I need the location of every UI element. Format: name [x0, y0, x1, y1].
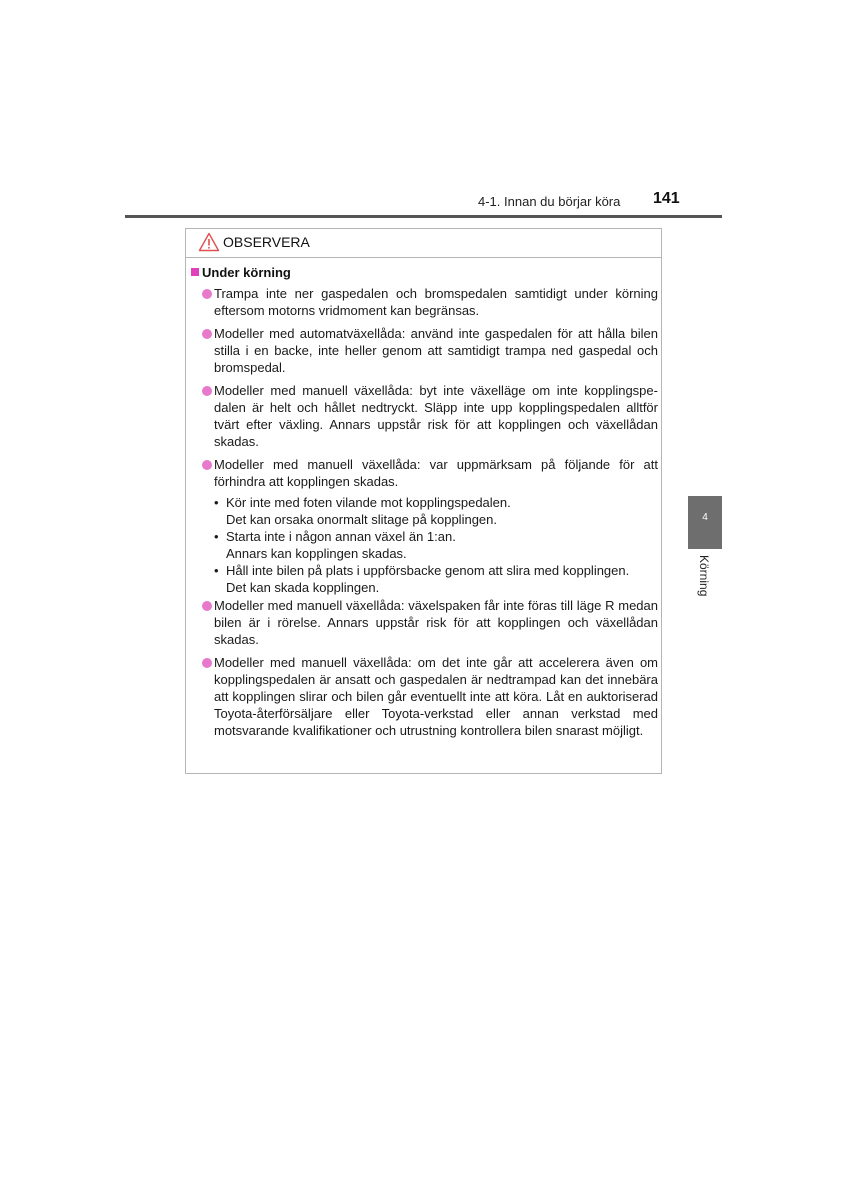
list-item-text: Modeller med manuell växellåda: byt inte växelläge om inte kopplingspedalen är helt och hållet nedtryckt. Släpp inte upp kopplingspedalen alltför tvärt efter växling. Annars uppstår risk för att kopplingen och växellådan skadas.	[214, 383, 658, 449]
circle-bullet-icon	[202, 386, 212, 396]
warning-triangle-icon	[198, 232, 220, 252]
circle-bullet-icon	[202, 460, 212, 470]
circle-bullet-icon	[202, 601, 212, 611]
dot-bullet-icon: •	[214, 563, 219, 578]
sub-list-item	[202, 494, 658, 528]
dot-bullet-icon: •	[214, 529, 219, 544]
list-item-text: Modeller med manuell växellåda: om det inte går att accelerera även om kopplingspedalen är ansatt och gaspedalen är nedtrampad kan det innebära att kopplingen slirar och bilen går eventuellt inte att köra. Låt en auktoriserad Toyota-återförsäljare eller Toyota-verkstad eller annan verkstad med motsvarande kvalifikationer och utrustning kontrollera bilen snarast möjligt.	[214, 655, 658, 738]
square-bullet-icon	[191, 268, 199, 276]
sub-item-line: Kör inte med foten vilande mot kopplingspedalen.	[226, 495, 511, 510]
section-title: 4-1. Innan du börjar köra	[478, 194, 621, 209]
header-divider	[125, 215, 722, 218]
sub-list	[202, 494, 658, 596]
circle-bullet-icon	[202, 289, 212, 299]
sub-list-item	[202, 528, 658, 562]
page-number: 141	[653, 190, 680, 207]
section-heading	[191, 265, 291, 280]
chapter-number: 4	[702, 512, 708, 523]
list-item	[202, 325, 658, 376]
caution-title: OBSERVERA	[223, 234, 310, 250]
list-item-text: Modeller med manuell växellåda: var uppmärksam på följande för att förhindra att kopplingen skadas.	[214, 457, 658, 489]
list-item-text: Modeller med manuell växellåda: växelspaken får inte föras till läge R medan bilen är i rörelse. Annars uppstår risk för att kopplingen och växellådan skadas.	[214, 598, 658, 647]
circle-bullet-icon	[202, 329, 212, 339]
list-item-text: Trampa inte ner gaspedalen och bromspedalen samtidigt under körning eftersom motorns vridmoment kan begränsas.	[214, 286, 658, 318]
caution-header	[186, 229, 661, 258]
list-item	[202, 382, 658, 450]
sub-list-item	[202, 562, 658, 596]
list-item	[202, 597, 658, 648]
sub-item-line: Annars kan kopplingen skadas.	[226, 546, 407, 561]
dot-bullet-icon: •	[214, 495, 219, 510]
section-heading-text: Under körning	[202, 265, 291, 280]
sub-item-line: Det kan orsaka onormalt slitage på kopplingen.	[226, 512, 497, 527]
sub-item-line: Starta inte i någon annan växel än 1:an.	[226, 529, 456, 544]
caution-list	[202, 285, 658, 745]
caution-box	[185, 228, 662, 774]
chapter-tab	[688, 496, 722, 549]
sub-item-line: Håll inte bilen på plats i uppförsbacke genom att slira med kopplingen.	[226, 563, 630, 578]
list-item	[202, 456, 658, 490]
sub-item-line: Det kan skada kopplingen.	[226, 580, 380, 595]
list-item	[202, 654, 658, 739]
list-item	[202, 285, 658, 319]
circle-bullet-icon	[202, 658, 212, 668]
chapter-label: Körning	[697, 555, 711, 597]
list-item-text: Modeller med automatväxellåda: använd inte gaspedalen för att hålla bilen stilla i en backe, inte heller genom att samtidigt trampa ned gaspedal och bromspedal.	[214, 326, 658, 375]
